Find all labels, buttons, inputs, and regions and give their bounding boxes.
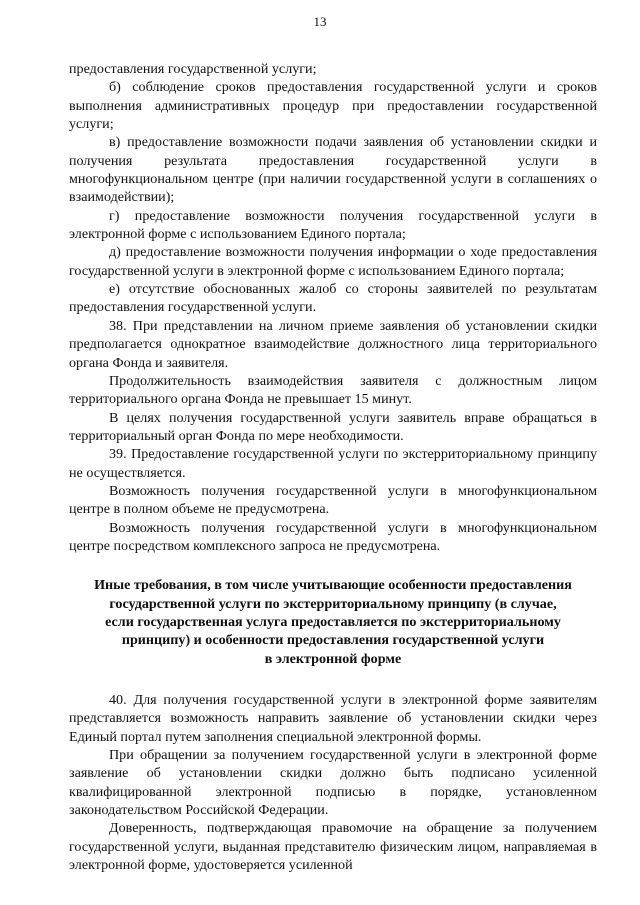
paragraph: в) предоставление возможности подачи заявления об установлении скидки и получения результата предоставления государственной услуги в многофункциональном центре (при наличии государственной услуги в соглашениях о взаимодействии); xyxy=(69,134,597,206)
heading-line: Иные требования, в том числе учитывающие особенности предоставления xyxy=(94,577,572,594)
document-body xyxy=(69,60,597,874)
paragraph: В целях получения государственной услуги заявитель вправе обращаться в территориальный орган Фонда по мере необходимости. xyxy=(69,409,597,444)
paragraph: Возможность получения государственной услуги в многофункциональном центре посредством комплексного запроса не предусмотрена. xyxy=(69,519,597,554)
heading-line: принципу) и особенности предоставления государственной услуги xyxy=(121,632,545,649)
heading-line: в электронной форме xyxy=(264,650,402,667)
paragraph: Продолжительность взаимодействия заявителя с должностным лицом территориального органа Фонда не превышает 15 минут. xyxy=(69,372,597,408)
heading-line: государственной услуги по экстерриториальному принципу (в случае, xyxy=(109,595,557,612)
paragraph: При обращении за получением государственной услуги в электронной форме заявление об установлении скидки должно быть подписано усиленной квалифицированной электронной подписью в порядке, установленном законодательством Российской Федерации. xyxy=(69,747,597,819)
paragraph: Доверенность, подтверждающая правомочие на обращение за получением государственной услуги, выданная представителю физическим лицом, направляемая в электронной форме, удостоверяется усиленной xyxy=(69,820,597,874)
paragraph: д) предоставление возможности получения информации о ходе предоставления государственной услуги в электронной форме с использованием Единого портала; xyxy=(69,244,597,279)
paragraph: е) отсутствие обоснованных жалоб со стороны заявителей по результатам предоставления государственной услуги. xyxy=(69,281,597,316)
paragraph: 39. Предоставление государственной услуги по экстерриториальному принципу не осуществляется. xyxy=(69,446,597,481)
paragraph: г) предоставление возможности получения государственной услуги в электронной форме с использованием Единого портала; xyxy=(69,207,597,243)
section-heading xyxy=(69,576,597,668)
page-number: 13 xyxy=(313,14,327,29)
paragraph: 40. Для получения государственной услуги в электронной форме заявителям представляется возможность направить заявление об установлении скидки через Единый портал путем заполнения специальной электронной формы. xyxy=(69,692,597,745)
paragraph: предоставления государственной услуги; xyxy=(69,61,317,77)
paragraph: б) соблюдение сроков предоставления государственной услуги и сроков выполнения административных процедур при предоставлении государственной услуги; xyxy=(69,79,597,133)
paragraphs-before-heading xyxy=(69,60,597,555)
paragraph: Возможность получения государственной услуги в многофункциональном центре в полном объеме не предусмотрена. xyxy=(69,482,597,518)
heading-line: если государственная услуга предоставляется по экстерриториальному xyxy=(105,613,561,630)
paragraphs-after-heading xyxy=(69,691,597,874)
paragraph: 38. При представлении на личном приеме заявления об установлении скидки предполагается однократное взаимодействие должностного лица территориального органа Фонда и заявителя. xyxy=(69,317,597,371)
